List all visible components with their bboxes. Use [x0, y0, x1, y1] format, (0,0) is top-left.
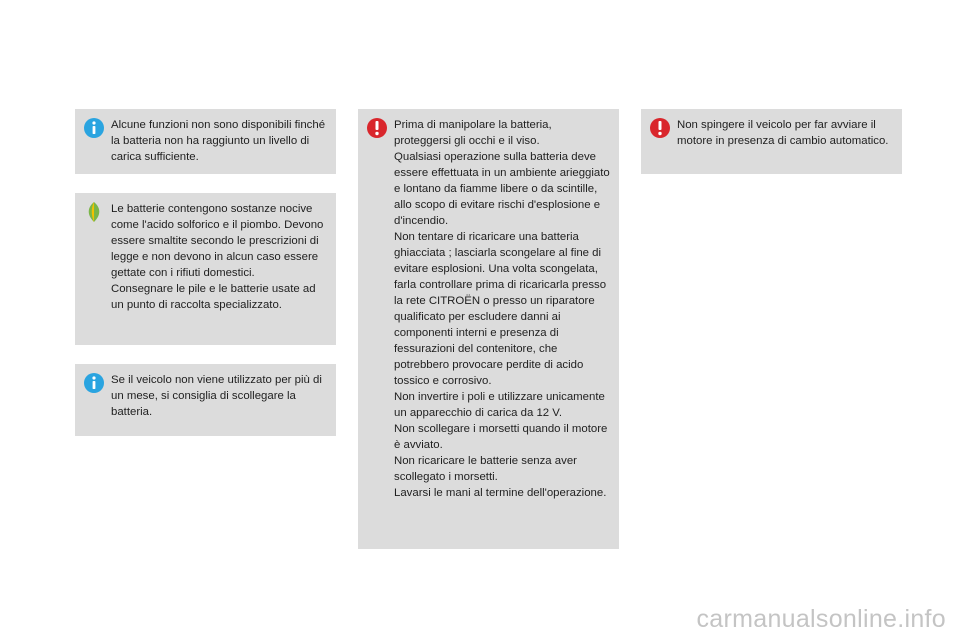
- note-line: Non spingere il veicolo per far avviare il motore in presenza di cambio automatico.: [677, 119, 889, 147]
- note-box-environment: [75, 193, 336, 345]
- note-line: Qualsiasi operazione sulla batteria deve essere effettuata in un ambiente arieggiato e lontano da fiamme libere o da scintille, allo scopo di evitare rischi d'esplosione e d'incendio.: [394, 151, 610, 227]
- note-line: Prima di manipolare la batteria, proteggersi gli occhi e il viso.: [394, 119, 552, 147]
- note-line: Consegnare le pile e le batterie usate ad un punto di raccolta specializzato.: [111, 283, 316, 311]
- info-icon: [83, 117, 105, 139]
- warning-icon: [649, 117, 671, 139]
- leaf-icon: [83, 201, 105, 223]
- note-line: Lavarsi le mani al termine dell'operazione.: [394, 487, 607, 499]
- note-box-info-disconnect: [75, 364, 336, 436]
- note-line: Non tentare di ricaricare una batteria ghiacciata ; lasciarla scongelare al fine di evitare esplosioni. Una volta scongelata, farla controllare prima di ricaricarla presso la rete CITROËN o presso un riparatore qualificato per escludere danni ai componenti interni e presenza di fessurazioni del contenitore, che potrebbero provocare perdite di acido tossico e corrosivo.: [394, 231, 607, 387]
- note-text: [394, 117, 611, 501]
- note-text: [111, 372, 328, 420]
- note-line: Non ricaricare le batterie senza aver scollegato i morsetti.: [394, 455, 577, 483]
- note-line: Le batterie contengono sostanze nocive come l'acido solforico e il piombo. Devono essere smaltite secondo le prescrizioni di legge e non devono in alcun caso essere gettate con i rifiuti domestici.: [111, 203, 324, 279]
- info-icon: [83, 372, 105, 394]
- note-box-warning-push-start: [641, 109, 902, 174]
- note-line: Non invertire i poli e utilizzare unicamente un apparecchio di carica da 12 V.: [394, 391, 605, 419]
- note-line: Alcune funzioni non sono disponibili finché la batteria non ha raggiunto un livello di carica sufficiente.: [111, 119, 326, 163]
- note-text: [111, 117, 328, 165]
- note-line: Se il veicolo non viene utilizzato per più di un mese, si consiglia di scollegare la batteria.: [111, 374, 322, 418]
- warning-icon: [366, 117, 388, 139]
- note-line: Non scollegare i morsetti quando il motore è avviato.: [394, 423, 608, 451]
- note-box-warning-battery-handling: [358, 109, 619, 549]
- note-text: [111, 201, 328, 313]
- watermark: carmanualsonline.info: [696, 605, 946, 633]
- note-box-info-availability: [75, 109, 336, 174]
- note-text: [677, 117, 894, 149]
